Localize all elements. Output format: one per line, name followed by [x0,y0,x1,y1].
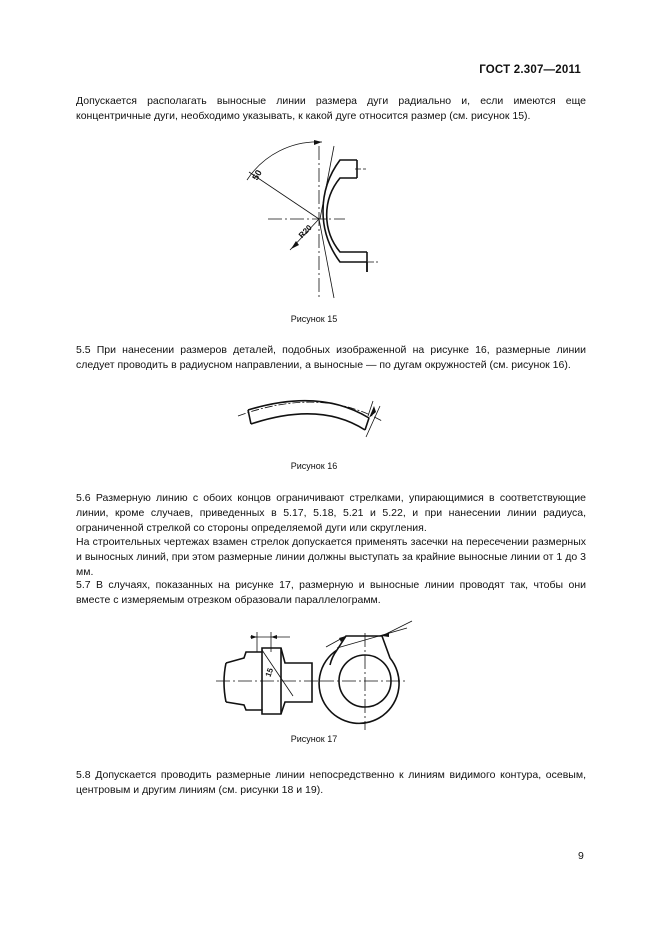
paragraph-5-5: 5.5 При нанесении размеров деталей, подобных изображенной на рисунке 16, размерные линии следует проводить в радиусном направлении, а выносные — по дугам окружностей (см. рисунок 16). [76,344,586,371]
figure-16-caption: Рисунок 16 [290,461,338,471]
paragraph-construction-drawings: На строительных чертежах взамен стрелок допускается применять засечки на пересечении размерных и выносных линий, при этом размерные линии должны выступать за крайние выносные линии от 1 до 3 мм. [76,536,586,578]
figure-15-dim-radius-label: R20 [296,223,314,240]
figure-15-dim-arc-label: 50 [250,168,264,182]
paragraph-5-8: 5.8 Допускается проводить размерные линии непосредственно к линиям видимого контура, осевым, центровым и другим линиям (см. рисунки 18 и 19). [76,769,586,796]
paragraph-5-6: 5.6 Размерную линию с обоих концов ограничивают стрелками, упирающимися в соответствующие линии, кроме случаев, приведенных в 5.17, 5.18, 5.21 и 5.22, и при нанесении линии радиуса, ограниченной стрелкой со стороны определяемой дуги или скругления. [76,492,586,534]
figure-15-caption: Рисунок 15 [290,314,338,324]
document-code: ГОСТ 2.307—2011 [479,64,581,76]
paragraph-5-7: 5.7 В случаях, показанных на рисунке 17, размерную и выносные линии проводят так, чтобы они вместе с измеряемым отрезком образовали параллелограмм. [76,579,586,606]
figure-17-caption: Рисунок 17 [290,734,338,744]
paragraph-arc-extension-lines: Допускается располагать выносные линии размера дуги радиально и, если имеются еще концентричные дуги, необходимо указывать, к какой дуге относится размер (см. рисунок 15). [76,95,586,122]
page-number: 9 [578,850,584,862]
figure-17-dim-label: 15 [263,666,276,679]
